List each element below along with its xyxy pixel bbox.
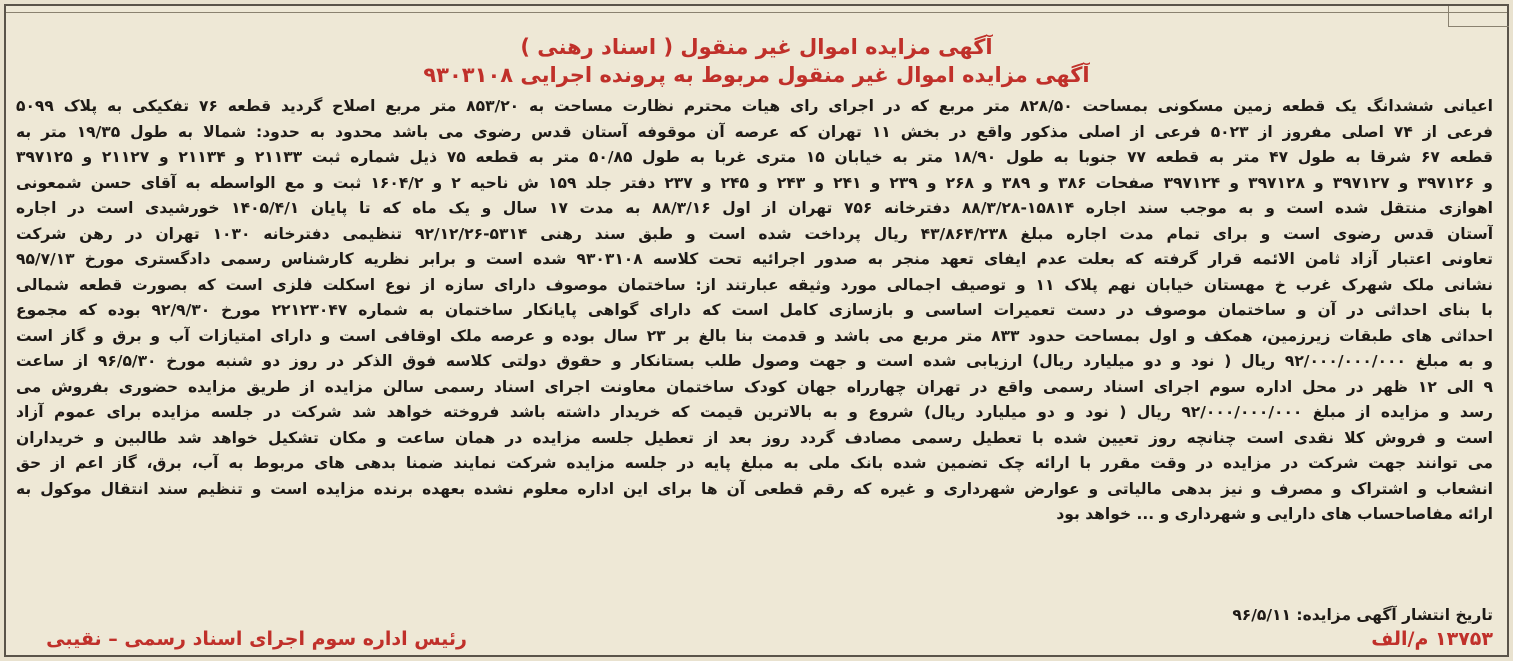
body-line: و به مبلغ ۹۲/۰۰۰/۰۰۰/۰۰۰ ریال ( نود و دو میلیارد ریال) ارزیابی شده است و جهت وصول طلب بستانکار و حقوق دولتی کلاسه فوق الذکر در روز دو شنبه مورخ ۹۶/۵/۳۰ از ساعت — [16, 352, 1493, 370]
body-line: احداثی های طبقات زیرزمین، همکف و اول بمساحت حدود ۸۳۳ متر مربع می باشد و قدمت بنا بالغ بر ۲۳ سال بوده و عرصه ملک اوقافی است و دارای امتیازات آب و برق و گاز است — [16, 326, 1493, 345]
corner-tab — [1448, 6, 1509, 27]
body-line: و ۳۹۷۱۲۶ و ۳۹۷۱۲۷ و ۳۹۷۱۲۸ و ۳۹۷۱۲۴ صفحات ۳۸۶ و ۳۸۹ و ۲۶۸ و ۲۳۹ و ۲۴۱ و ۲۴۳ و ۲۴۵ و ۲۳۷ دفتر جلد ۱۵۹ ش ناحیه ۲ و ۱۶۰۴/۲ ثبت و مع الواسطه به آقای حسن شمعونی — [16, 173, 1493, 192]
body-line: ارائه مفاصاحساب های دارایی و شهرداری و ... خواهد بود — [1056, 505, 1493, 523]
body-line: رسد و مزایده از مبلغ ۹۲/۰۰۰/۰۰۰/۰۰۰ ریال ( نود و دو میلیارد ریال) شروع و به بالاترین قیمت که خریدار داشته باشد فروخته خواهد شد شرکت در جلسه مزایده برای عموم آزاد — [16, 403, 1493, 421]
top-rule — [6, 6, 1507, 13]
body-line: می توانند جهت شرکت در مزایده در وقت مقرر با ارائه چک تضمین شده بانک ملی به مبلغ پایه در جلسه مزایده شرکت نمایند ضمنا بدهی های مربوط به آب، برق، گاز اعم از حق — [16, 454, 1493, 472]
publish-date: تاریخ انتشار آگهی مزایده: ۹۶/۵/۱۱ — [1232, 606, 1493, 624]
body-line: اهوازی منتقل شده است و به موجب سند اجاره ۱۵۸۱۴-۸۸/۳/۲۸ دفترخانه ۷۵۶ تهران از اول ۸۸/۳/۱۶ به مدت ۱۷ سال و یک ماه که تا پایان ۱۴۰۵/۴/۱ خورشیدی است در اجاره — [16, 199, 1493, 217]
signature: رئیس اداره سوم اجرای اسناد رسمی – نقیبی — [46, 628, 467, 650]
title-block — [6, 34, 1507, 88]
body-line: تعاونی اعتبار آزاد ثامن الائمه قرار گرفته که بعلت عدم ایفای تعهد منجر به صدور اجرائیه تحت کلاسه ۹۳۰۳۱۰۸ شده است و برابر نظریه کارشناس رسمی دادگستری مورخ ۹۵/۷/۱۳ — [16, 250, 1493, 268]
body-line: نشانی ملک شهرک غرب خ مهستان خیابان نهم پلاک ۱۱ و توصیف اجمالی مورد وثیقه عبارتند از: ساختمان موصوف دارای سازه از نوع اسکلت فلزی است که بصورت قطعه شمالی — [16, 275, 1493, 294]
reference-code: ۱۳۷۵۳ م/الف — [1371, 628, 1493, 650]
body-line: با بنای احداثی در آن و ساختمان موصوف در دست تعمیرات اساسی و بازسازی کامل است که دارای گواهی پایانکار ساختمان به شماره ۲۲۱۲۳۰۴۷ مورخ ۹۲/۹/۳۰ بوده که مجموع — [16, 301, 1493, 319]
body-line: فرعی از ۷۴ اصلی مفروز از ۵۰۲۳ فرعی از اصلی مذکور واقع در بخش ۱۱ تهران که عرصه آن موقوفه آستان قدس رضوی می باشد محدود به حدود: شمالا به طول ۱۹/۳۵ متر به — [16, 122, 1493, 141]
body-line: است و فروش کلا نقدی است چنانچه روز تعیین شده با تعطیل رسمی مصادف گردد روز بعد از تعطیل جلسه مزایده در همان ساعت و مکان تشکیل خواهد شد طالبین و خریداران — [16, 428, 1493, 447]
notice-body — [16, 94, 1493, 528]
notice-title: آگهی مزایده اموال غیر منقول ( اسناد رهنی ) — [520, 35, 993, 59]
notice-paper — [4, 4, 1509, 657]
body-line: اعیانی ششدانگ یک قطعه زمین مسکونی بمساحت ۸۲۸/۵۰ متر مربع که در اجرای رای هیات محترم نظارت مساحت به ۸۵۳/۲۰ متر مربع اصلاح گردید قطعه ۷۶ تفکیکی به پلاک ۵۰۹۹ — [16, 97, 1493, 115]
body-line: انشعاب و اشتراک و مصرف و نیز بدهی مالیاتی و عوارض شهرداری و غیره که رقم قطعی آن ها برای این اداره معلوم نشده بعهده برنده مزایده است و تنظیم سند انتقال موکول به — [16, 479, 1493, 498]
body-line: آستان قدس رضوی است و برای تمام مدت اجاره مبلغ ۴۳/۸۶۴/۲۳۸ ریال پرداخت شده است و طبق سند رهنی ۵۳۱۴-۹۲/۱۲/۲۶ تنظیمی دفترخانه ۱۰۳۰ تهران در رهن شرکت — [16, 224, 1493, 243]
body-line: ۹ الی ۱۲ ظهر در محل اداره سوم اجرای اسناد رسمی واقع در تهران چهارراه جهان کودک ساختمان معاونت اجرای اسناد رسمی سالن مزایده از طریق مزایده حضوری بفروش می — [16, 377, 1493, 396]
body-line: قطعه ۶۷ شرقا به طول ۴۷ متر به قطعه ۷۷ جنوبا به طول ۱۸/۹۰ متر به خیابان ۱۵ متری غربا به طول ۵۰/۸۵ متر به قطعه ۷۵ ذیل شماره ثبت ۲۱۱۳۳ و ۲۱۱۳۴ و ۲۱۱۲۷ و ۳۹۷۱۲۵ — [16, 148, 1493, 166]
notice-subtitle: آگهی مزایده اموال غیر منقول مربوط به پرونده اجرایی ۹۳۰۳۱۰۸ — [423, 63, 1090, 87]
